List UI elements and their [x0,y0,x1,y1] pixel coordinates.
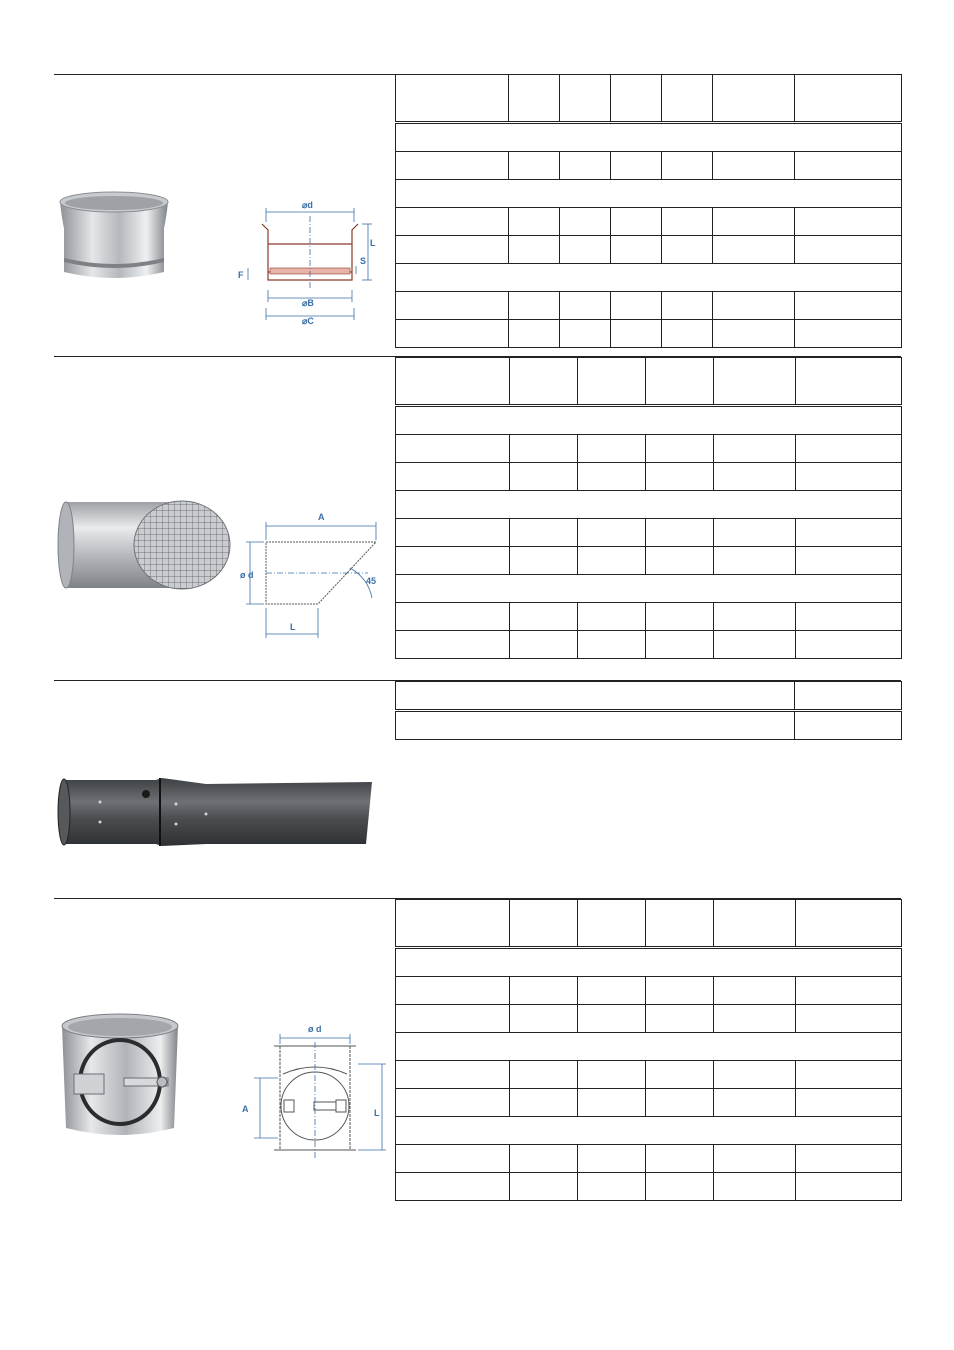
table-row [396,463,902,491]
table-header-row [396,358,902,406]
table-row [396,977,902,1005]
table-section-row [396,123,902,152]
collar-dimension-drawing [232,194,382,334]
collar-dim-S: S [360,256,367,266]
grille-dim-d: ø d [240,570,254,580]
angled-grille-product-photo [54,498,244,592]
table-section-row [396,948,902,977]
table-row [396,1061,902,1089]
collar-spec-table [395,74,902,348]
table-header-row [396,75,902,123]
damper-spec-table [395,899,902,1201]
collar-dim-C: ⌀C [302,316,314,326]
telescopic-pipe-product-photo [56,774,380,850]
grille-dim-A: A [318,512,325,522]
angled-grille-spec-table [395,357,902,659]
table-row [396,603,902,631]
table-row [396,208,902,236]
table-header-row [396,682,902,711]
table-section-row [396,264,902,292]
damper-dim-d: ø d [308,1024,322,1034]
table-section-row [396,180,902,208]
table-row [396,1005,902,1033]
table-section-row [396,1033,902,1061]
table-row [396,631,902,659]
table-row [396,1173,902,1201]
collar-dim-L: L [370,238,376,248]
grille-dim-angle: 45 [366,576,377,586]
telescopic-pipe-spec-table [395,681,902,740]
table-section-row [396,406,902,435]
table-row [396,1089,902,1117]
damper-dim-L: L [374,1108,380,1118]
table-row [396,1145,902,1173]
table-section-row [396,575,902,603]
damper-product-photo [58,1012,182,1140]
damper-dimension-drawing [236,1016,388,1162]
table-section-row [396,491,902,519]
table-row [396,292,902,320]
damper-dim-A: A [242,1104,249,1114]
table-section-row [396,1117,902,1145]
table-row [396,711,902,740]
grille-dim-L: L [290,622,296,632]
collar-dim-B: ⌀B [302,298,314,308]
table-row [396,519,902,547]
collar-dim-F: F [238,270,244,280]
table-row [396,547,902,575]
table-header-row [396,900,902,948]
table-row [396,320,902,348]
table-row [396,152,902,180]
table-row [396,435,902,463]
angled-grille-dimension-drawing [238,506,388,648]
collar-product-photo [54,188,174,284]
collar-dim-d: ⌀d [302,200,313,210]
table-row [396,236,902,264]
